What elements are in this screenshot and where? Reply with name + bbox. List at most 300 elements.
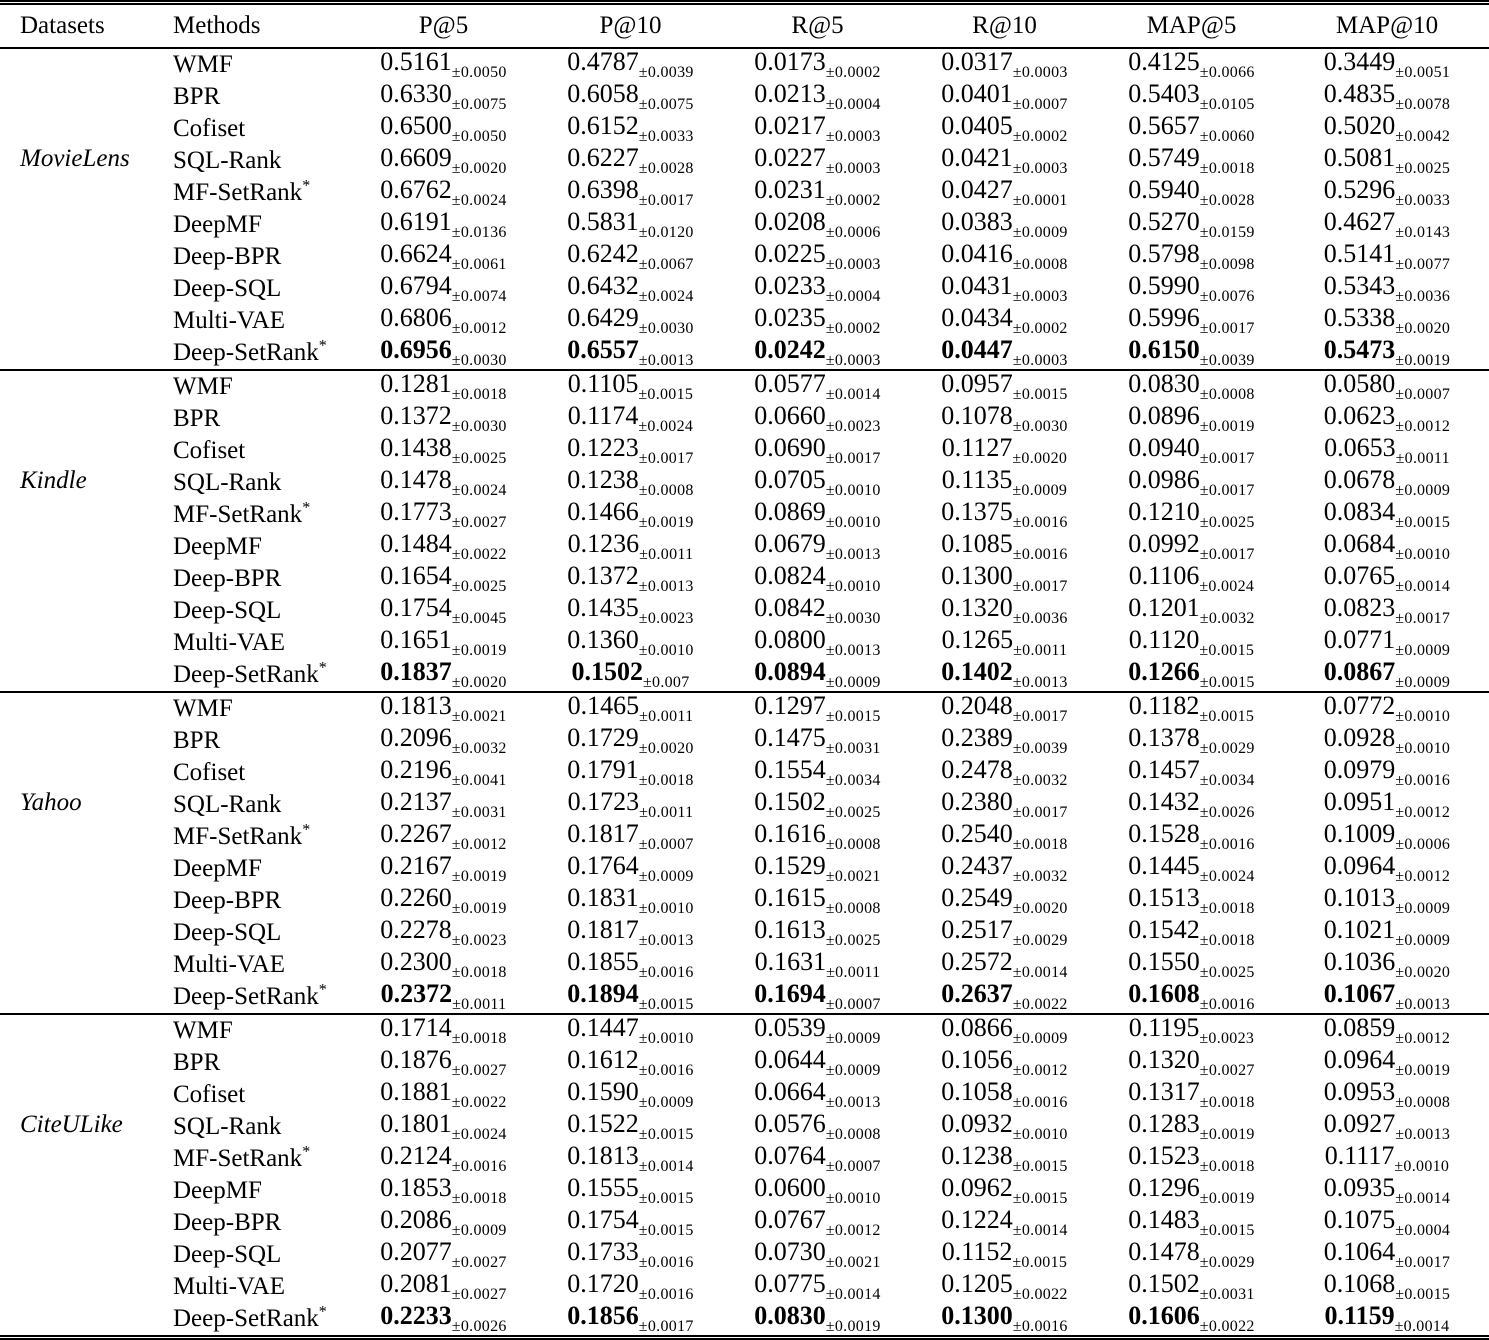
metric-value [1098, 238, 1285, 273]
metric-mean: 0.5081 [1323, 142, 1396, 172]
metric-mean: 0.0771 [1323, 624, 1396, 654]
metric-value [724, 110, 911, 145]
metric-stddev: ±0.0017 [638, 1317, 694, 1335]
metric-mean: 0.1067 [1323, 978, 1396, 1008]
metric-mean: 0.6398 [567, 174, 639, 204]
metric-value [537, 1236, 724, 1271]
metric-mean: 0.0962 [941, 1172, 1013, 1202]
metric-mean: 0.1201 [1128, 592, 1200, 622]
metric-value [1098, 656, 1285, 692]
metric-mean: 0.0964 [1323, 1044, 1396, 1074]
metric-stddev: ±0.0105 [1199, 95, 1255, 113]
metric-stddev: ±0.0010 [638, 899, 694, 917]
metric-value [537, 496, 724, 531]
metric-stddev: ±0.0027 [451, 1061, 507, 1079]
metric-value [1098, 302, 1285, 337]
metric-value [724, 142, 911, 177]
method-name: Deep-BPR [173, 1208, 282, 1236]
metric-value [911, 206, 1098, 241]
dataset-label: Kindle [20, 466, 87, 494]
metric-value [537, 142, 724, 177]
metric-mean: 0.0660 [754, 400, 826, 430]
metric-value [911, 1076, 1098, 1111]
metric-stddev: ±0.0010 [1395, 545, 1451, 563]
metric-mean: 0.1478 [1128, 1236, 1200, 1266]
metric-stddev: ±0.0013 [825, 1093, 881, 1111]
metric-stddev: ±0.0032 [1012, 771, 1068, 789]
table-row [0, 499, 1489, 531]
metric-stddev: ±0.0078 [1395, 95, 1451, 113]
metric-value [911, 370, 1098, 403]
method-name: Deep-BPR [173, 564, 282, 592]
metric-value [1285, 1076, 1489, 1111]
table-row [0, 1271, 1489, 1303]
column-header-r-10: R@10 [972, 11, 1037, 39]
metric-value [350, 786, 537, 821]
metric-value [911, 722, 1098, 757]
metric-mean: 0.1457 [1128, 754, 1200, 784]
superscript-asterisk: * [318, 981, 327, 999]
metric-mean: 0.6762 [380, 174, 452, 204]
metric-mean: 0.5296 [1323, 174, 1396, 204]
dataset-cell-kindle [0, 370, 152, 692]
metric-value [350, 1044, 537, 1079]
metric-stddev: ±0.0019 [1199, 1189, 1255, 1207]
metric-mean: 0.1813 [380, 690, 452, 720]
metric-mean: 0.0679 [754, 528, 826, 558]
metric-value [911, 1236, 1098, 1271]
table-row [0, 1239, 1489, 1271]
metric-value [350, 1014, 537, 1047]
metric-mean: 0.0800 [754, 624, 826, 654]
metric-stddev: ±0.0022 [1012, 1285, 1068, 1303]
metric-value [1098, 1044, 1285, 1079]
metric-mean: 0.1210 [1128, 496, 1200, 526]
metric-stddev: ±0.0012 [1395, 867, 1451, 885]
metric-value [1098, 432, 1285, 467]
dataset-cell-movielens [0, 48, 152, 370]
metric-mean: 0.1372 [380, 400, 452, 430]
metric-mean: 0.1654 [380, 560, 452, 590]
metric-value [1285, 496, 1489, 531]
metric-mean: 0.0953 [1323, 1076, 1396, 1106]
metric-value [1285, 656, 1489, 692]
metric-value [724, 370, 911, 403]
metric-stddev: ±0.0025 [825, 931, 881, 949]
metric-stddev: ±0.0004 [1395, 1221, 1451, 1239]
metric-mean: 0.0867 [1323, 656, 1396, 686]
method-name: DeepMF [173, 854, 262, 882]
metric-mean: 0.6557 [567, 334, 639, 364]
metric-stddev: ±0.0031 [1199, 1285, 1255, 1303]
metric-value [1285, 1044, 1489, 1079]
metric-value [537, 370, 724, 403]
metric-stddev: ±0.0010 [825, 513, 881, 531]
metric-value [911, 914, 1098, 949]
table-row [0, 145, 1489, 177]
metric-mean: 0.1009 [1323, 818, 1396, 848]
metric-value [724, 978, 911, 1014]
metric-value [350, 1300, 537, 1338]
metric-stddev: ±0.0013 [638, 931, 694, 949]
metric-value [537, 946, 724, 981]
superscript-asterisk: * [318, 337, 327, 355]
metric-stddev: ±0.0018 [451, 963, 507, 981]
metric-stddev: ±0.0060 [1199, 127, 1255, 145]
superscript-asterisk: * [302, 177, 311, 195]
metric-mean: 0.0928 [1323, 722, 1396, 752]
metric-mean: 0.2437 [941, 850, 1013, 880]
method-name: Deep-SQL [173, 1240, 282, 1268]
metric-mean: 0.1615 [754, 882, 826, 912]
column-header-p-10: P@10 [599, 11, 662, 39]
metric-stddev: ±0.0028 [638, 159, 694, 177]
metric-mean: 0.0447 [941, 334, 1013, 364]
metric-mean: 0.1837 [380, 656, 452, 686]
metric-stddev: ±0.0019 [1395, 351, 1451, 369]
metric-mean: 0.0896 [1128, 400, 1200, 430]
metric-value [911, 334, 1098, 370]
table-row [0, 1175, 1489, 1207]
metric-stddev: ±0.0003 [1012, 287, 1068, 305]
metric-stddev: ±0.0027 [1199, 1061, 1255, 1079]
metric-stddev: ±0.0019 [1395, 1061, 1451, 1079]
metric-mean: 0.1056 [941, 1044, 1013, 1074]
metric-value [724, 496, 911, 531]
metric-mean: 0.4627 [1323, 206, 1396, 236]
metric-mean: 0.0576 [754, 1108, 826, 1138]
metric-stddev: ±0.0018 [1199, 931, 1255, 949]
metric-mean: 0.1300 [941, 1300, 1013, 1330]
metric-stddev: ±0.0011 [639, 545, 694, 563]
metric-stddev: ±0.0014 [1395, 1189, 1451, 1207]
column-header-map-5: MAP@5 [1146, 11, 1237, 39]
metric-mean: 0.0705 [754, 464, 826, 494]
metric-value [1098, 270, 1285, 305]
metric-stddev: ±0.0015 [1199, 641, 1255, 659]
metric-mean: 0.0421 [941, 142, 1013, 172]
metric-mean: 0.0235 [754, 302, 826, 332]
metric-value [350, 302, 537, 337]
metric-stddev: ±0.0017 [1199, 319, 1255, 337]
metric-stddev: ±0.0036 [1395, 287, 1451, 305]
metric-mean: 0.5270 [1128, 206, 1200, 236]
metric-stddev: ±0.0010 [1395, 739, 1451, 757]
metric-value [1098, 142, 1285, 177]
metric-mean: 0.0684 [1323, 528, 1396, 558]
metric-mean: 0.1606 [1128, 1300, 1200, 1330]
metric-mean: 0.2048 [941, 690, 1013, 720]
metric-mean: 0.0664 [754, 1076, 826, 1106]
metric-stddev: ±0.0016 [1012, 513, 1068, 531]
metric-mean: 0.1522 [567, 1108, 639, 1138]
metric-value [911, 692, 1098, 725]
metric-stddev: ±0.0061 [451, 255, 507, 273]
table-row [0, 1303, 1489, 1338]
table-row [0, 177, 1489, 209]
metric-mean: 0.1152 [941, 1236, 1013, 1266]
metric-value [350, 238, 537, 273]
metric-mean: 0.1694 [754, 978, 826, 1008]
metric-value [1098, 464, 1285, 499]
superscript-asterisk: * [302, 499, 311, 517]
method-name: SQL-Rank [173, 146, 282, 174]
metric-value [537, 464, 724, 499]
metric-stddev: ±0.0015 [1012, 1157, 1068, 1175]
metric-value [1285, 528, 1489, 563]
metric-value [537, 78, 724, 113]
metric-stddev: ±0.0009 [1395, 481, 1451, 499]
metric-stddev: ±0.0012 [825, 1221, 881, 1239]
metric-mean: 0.6500 [380, 110, 452, 140]
metric-mean: 0.1613 [754, 914, 826, 944]
table-row [0, 435, 1489, 467]
metric-stddev: ±0.0020 [1012, 449, 1068, 467]
metric-value [537, 334, 724, 370]
metric-mean: 0.0951 [1323, 786, 1396, 816]
metric-value [724, 432, 911, 467]
metric-value [911, 978, 1098, 1014]
metric-stddev: ±0.0025 [451, 449, 507, 467]
metric-stddev: ±0.0014 [1012, 1221, 1068, 1239]
metric-stddev: ±0.0025 [451, 577, 507, 595]
metric-stddev: ±0.0008 [638, 481, 694, 499]
metric-stddev: ±0.0030 [451, 417, 507, 435]
metric-stddev: ±0.0016 [638, 1285, 694, 1303]
metric-stddev: ±0.0015 [638, 1125, 694, 1143]
metric-mean: 0.0830 [1128, 368, 1200, 398]
metric-value [350, 850, 537, 885]
metric-stddev: ±0.007 [642, 673, 690, 691]
metric-value [1098, 370, 1285, 403]
method-name: DeepMF [173, 210, 262, 238]
metric-mean: 0.1856 [567, 1300, 639, 1330]
metric-stddev: ±0.0016 [638, 1253, 694, 1271]
metric-stddev: ±0.0011 [452, 995, 507, 1013]
method-name: DeepMF [173, 532, 262, 560]
metric-stddev: ±0.0012 [1012, 1061, 1068, 1079]
metric-stddev: ±0.0008 [825, 835, 881, 853]
metric-stddev: ±0.0016 [1012, 1093, 1068, 1111]
metric-mean: 0.1265 [941, 624, 1014, 654]
metric-stddev: ±0.0008 [825, 899, 881, 917]
dataset-cell-citeulike [0, 1014, 152, 1338]
metric-mean: 0.1791 [567, 754, 639, 784]
superscript-asterisk: * [318, 659, 327, 677]
metric-value [350, 882, 537, 917]
metric-stddev: ±0.0026 [451, 1317, 507, 1335]
metric-stddev: ±0.0009 [1395, 899, 1451, 917]
metric-value [724, 1044, 911, 1079]
metric-mean: 0.1300 [941, 560, 1013, 590]
metric-stddev: ±0.0001 [1012, 191, 1068, 209]
metric-mean: 0.0242 [754, 334, 826, 364]
metric-mean: 0.0678 [1323, 464, 1396, 494]
metric-mean: 0.0986 [1128, 464, 1200, 494]
metric-value [350, 692, 537, 725]
metric-mean: 0.2233 [380, 1300, 452, 1330]
metric-mean: 0.0644 [754, 1044, 826, 1074]
metric-stddev: ±0.0011 [639, 707, 694, 725]
metric-stddev: ±0.0012 [451, 319, 507, 337]
metric-value [537, 1140, 724, 1175]
metric-value [1098, 1236, 1285, 1271]
metric-value [1285, 1140, 1489, 1175]
metric-mean: 0.6956 [380, 334, 452, 364]
metric-value [537, 174, 724, 209]
metric-value [537, 302, 724, 337]
metric-mean: 0.1831 [567, 882, 639, 912]
metric-mean: 0.6242 [567, 238, 639, 268]
metric-mean: 0.1465 [567, 690, 640, 720]
metric-value [1098, 592, 1285, 627]
metric-stddev: ±0.0009 [638, 1093, 694, 1111]
metric-mean: 0.0775 [754, 1268, 826, 1298]
metric-value [911, 432, 1098, 467]
metric-value [1098, 78, 1285, 113]
metric-stddev: ±0.0024 [1199, 577, 1255, 595]
metric-value [1098, 1300, 1285, 1338]
metric-stddev: ±0.0013 [1395, 1125, 1451, 1143]
metric-mean: 0.0431 [941, 270, 1013, 300]
metric-stddev: ±0.0075 [451, 95, 507, 113]
metric-stddev: ±0.0030 [451, 351, 507, 369]
metric-mean: 0.1502 [1128, 1268, 1200, 1298]
metric-stddev: ±0.0019 [825, 1317, 881, 1335]
metric-value [537, 432, 724, 467]
metric-stddev: ±0.0012 [1395, 417, 1451, 435]
metric-stddev: ±0.0076 [1199, 287, 1255, 305]
metric-stddev: ±0.0013 [825, 641, 881, 659]
metric-stddev: ±0.0021 [825, 1253, 881, 1271]
metric-mean: 0.0842 [754, 592, 826, 622]
metric-stddev: ±0.0031 [825, 739, 881, 757]
metric-value [1285, 270, 1489, 305]
metric-value [1285, 722, 1489, 757]
superscript-asterisk: * [302, 1143, 311, 1161]
metric-stddev: ±0.0014 [638, 1157, 694, 1175]
metric-stddev: ±0.0015 [638, 1221, 694, 1239]
metric-mean: 0.1554 [754, 754, 826, 784]
metric-value [1285, 464, 1489, 499]
metric-value [1285, 592, 1489, 627]
metric-mean: 0.1612 [567, 1044, 639, 1074]
metric-mean: 0.5940 [1128, 174, 1200, 204]
metric-value [1098, 882, 1285, 917]
metric-value [1285, 302, 1489, 337]
metric-stddev: ±0.0014 [825, 1285, 881, 1303]
metric-mean: 0.1754 [567, 1204, 639, 1234]
metric-value [350, 1268, 537, 1303]
metric-stddev: ±0.0029 [1012, 931, 1068, 949]
metric-value [911, 624, 1098, 659]
column-header-p-5: P@5 [418, 11, 469, 39]
method-name: Multi-VAE [173, 950, 286, 978]
metric-stddev: ±0.0018 [451, 1029, 507, 1047]
metric-value [1098, 1076, 1285, 1111]
metric-stddev: ±0.0020 [451, 673, 507, 691]
metric-value [350, 78, 537, 113]
metric-stddev: ±0.0030 [1012, 417, 1068, 435]
metric-stddev: ±0.0013 [638, 351, 694, 369]
metric-mean: 0.1058 [941, 1076, 1013, 1106]
metric-mean: 0.2300 [380, 946, 452, 976]
metric-value [1285, 370, 1489, 403]
metric-stddev: ±0.0017 [1199, 481, 1255, 499]
metric-value [724, 78, 911, 113]
dataset-group-citeulike [0, 1014, 1489, 1338]
metric-stddev: ±0.0018 [1199, 1157, 1255, 1175]
metric-mean: 0.1550 [1128, 946, 1200, 976]
metric-value [1285, 978, 1489, 1014]
metric-mean: 0.5338 [1323, 302, 1396, 332]
table-row [0, 337, 1489, 370]
metric-stddev: ±0.0016 [451, 1157, 507, 1175]
metric-stddev: ±0.0025 [1199, 513, 1255, 531]
metric-stddev: ±0.0016 [638, 1061, 694, 1079]
metric-stddev: ±0.0019 [451, 899, 507, 917]
metric-stddev: ±0.0003 [1012, 63, 1068, 81]
metric-value [350, 464, 537, 499]
method-name: SQL-Rank [173, 790, 282, 818]
metric-value [350, 754, 537, 789]
metric-value [1098, 722, 1285, 757]
metric-mean: 0.6429 [567, 302, 639, 332]
metric-mean: 0.0427 [941, 174, 1013, 204]
metric-stddev: ±0.0004 [825, 287, 881, 305]
metric-stddev: ±0.0007 [825, 1157, 881, 1175]
metric-stddev: ±0.0002 [825, 319, 881, 337]
metric-mean: 0.6806 [380, 302, 452, 332]
metric-stddev: ±0.0018 [638, 771, 694, 789]
metric-value [350, 270, 537, 305]
metric-stddev: ±0.0015 [825, 707, 881, 725]
metric-mean: 0.2260 [380, 882, 452, 912]
metric-value [1098, 1108, 1285, 1143]
metric-mean: 0.1502 [754, 786, 826, 816]
metric-value [537, 786, 724, 821]
metric-value [350, 914, 537, 949]
metric-mean: 0.1195 [1128, 1012, 1200, 1042]
metric-value [1285, 850, 1489, 885]
metric-mean: 0.1317 [1128, 1076, 1200, 1106]
metric-stddev: ±0.0019 [1199, 417, 1255, 435]
metric-value [537, 48, 724, 81]
dataset-group-yahoo [0, 692, 1489, 1014]
table-row [0, 757, 1489, 789]
metric-value [537, 624, 724, 659]
metric-value [911, 1268, 1098, 1303]
metric-value [911, 754, 1098, 789]
method-name: Cofiset [173, 436, 246, 464]
metric-value [537, 1204, 724, 1239]
metric-value [1098, 850, 1285, 885]
metric-stddev: ±0.0009 [451, 1221, 507, 1239]
metric-value [724, 754, 911, 789]
superscript-asterisk: * [318, 1303, 327, 1321]
metric-stddev: ±0.0067 [638, 255, 694, 273]
metric-value [911, 560, 1098, 595]
metric-mean: 0.5473 [1323, 334, 1396, 364]
metric-mean: 0.2478 [941, 754, 1013, 784]
table-row [0, 403, 1489, 435]
dataset-group-kindle [0, 370, 1489, 692]
metric-mean: 0.1817 [567, 818, 639, 848]
metric-value [1285, 334, 1489, 370]
metric-mean: 0.1236 [567, 528, 640, 558]
metric-stddev: ±0.0030 [638, 319, 694, 337]
metric-value [1285, 78, 1489, 113]
